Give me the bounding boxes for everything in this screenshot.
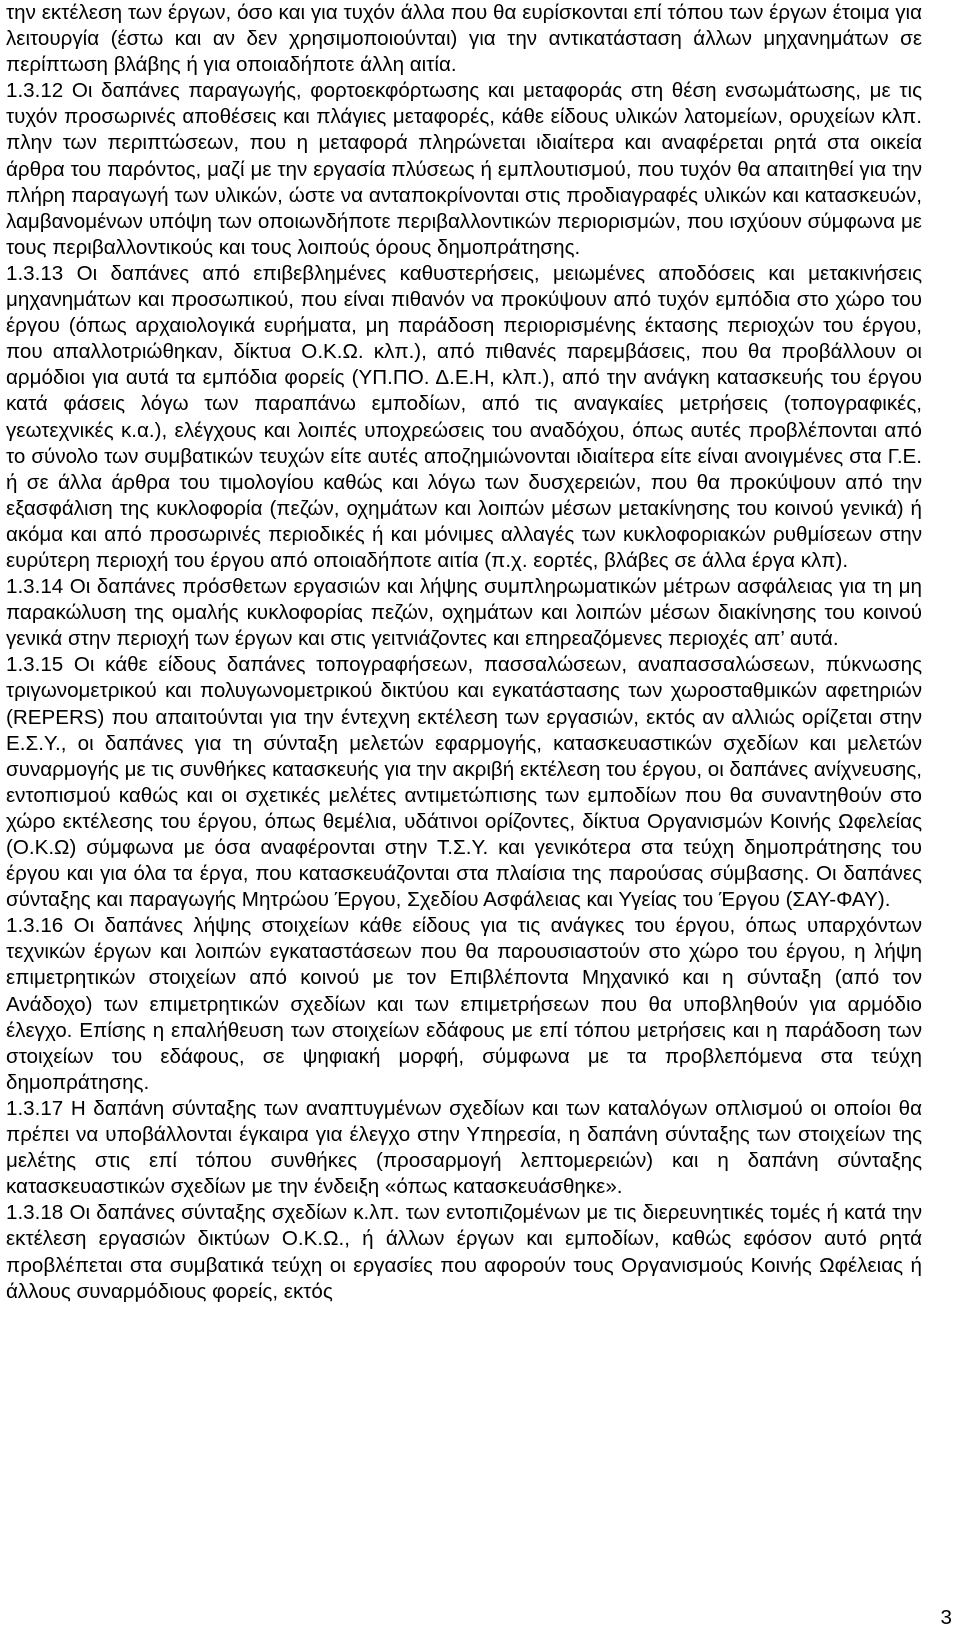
- paragraph-1-3-13: 1.3.13 Οι δαπάνες από επιβεβλημένες καθυστερήσεις, μειωμένες αποδόσεις και μετακινήσεις μηχανημάτων και προσωπικού, που είναι πιθανόν να προκύψουν από τυχόν εμπόδια στο χώρο του έργου (όπως αρχαιολογικά ευρήματα, μη παράδοση περιορισμένης έκτασης περιοχών του έργου, που απαλλοτριώθηκαν, δίκτυα Ο.Κ.Ω. κλπ.), από πιθανές παρεμβάσεις, που θα προβάλλουν οι αρμόδιοι για αυτά τα εμπόδια φορείς (ΥΠ.ΠΟ. Δ.Ε.Η, κλπ.), από την ανάγκη κατασκευής του έργου κατά φάσεις λόγω των παραπάνω εμποδίων, από τις αναγκαίες μετρήσεις (τοπογραφικές, γεωτεχνικές κ.α.), ελέγχους και λοιπές υποχρεώσεις του αναδόχου, όπως αυτές προβλέπονται από το σύνολο των συμβατικών τευχών είτε αυτές αποζημιώνονται ιδιαίτερα είτε είναι ανοιγμένες στα Γ.Ε. ή σε άλλα άρθρα του τιμολογίου καθώς και λόγω των δυσχερειών, που θα προκύψουν από την εξασφάλιση της κυκλοφορία (πεζών, οχημάτων και λοιπών μέσων μετακίνησης του κοινού γενικά) ή ακόμα και από προσωρινές περιοδικές ή και μόνιμες αλλαγές των κυκλοφοριακών ρυθμίσεων στην ευρύτερη περιοχή του έργου από οποιαδήποτε αιτία (π.χ. εορτές, βλάβες σε άλλα έργα κλπ).: [6, 261, 922, 572]
- page-number: 3: [940, 1606, 952, 1629]
- paragraph-continuation: την εκτέλεση των έργων, όσο και για τυχόν άλλα που θα ευρίσκονται επί τόπου των έργων έτοιμα για λειτουργία (έστω και αν δεν χρησιμοποιούνται) για την αντικατάσταση άλλων μηχανημάτων σε περίπτωση βλάβης ή για οποιαδήποτε άλλη αιτία.: [6, 1, 922, 77]
- paragraph-1-3-15: 1.3.15 Οι κάθε είδους δαπάνες τοπογραφήσεων, πασσαλώσεων, αναπασσαλώσεων, πύκνωσης τριγωνομετρικού και πολυγωνομετρικού δικτύου και εγκατάστασης των χωροσταθμικών αφετηριών (REPERS) που απαιτούνται για την έντεχνη εκτέλεση των εργασιών, εκτός αν αλλιώς ορίζεται στην Ε.Σ.Υ., οι δαπάνες για τη σύνταξη μελετών εφαρμογής, κατασκευαστικών σχεδίων και μελετών συναρμογής με τις συνθήκες κατασκευής για την ακριβή εκτέλεση του έργου, οι δαπάνες ανίχνευσης, εντοπισμού καθώς και οι σχετικές μελέτες αντιμετώπισης των εμποδίων που θα συναντηθούν στο χώρο εκτέλεσης του έργου, όπως θεμέλια, υδάτινοι ορίζοντες, δίκτυα Οργανισμών Κοινής Ωφελείας (Ο.Κ.Ω) σύμφωνα με όσα αναφέρονται στην Τ.Σ.Υ. και γενικότερα στα τεύχη δημοπράτησης του έργου και για όλα τα έργα, που κατασκευάζονται στα πλαίσια της παρούσας σύμβασης. Οι δαπάνες σύνταξης και παραγωγής Μητρώου Έργου, Σχεδίου Ασφάλειας και Υγείας του Έργου (ΣΑΥ-ΦΑΥ).: [6, 653, 922, 912]
- document-body: [6, 0, 922, 1305]
- paragraph-1-3-17: 1.3.17 Η δαπάνη σύνταξης των αναπτυγμένων σχεδίων και των καταλόγων οπλισμού οι οποίοι θα πρέπει να υποβάλλονται έγκαιρα για έλεγχο στην Υπηρεσία, η δαπάνη σύνταξης των στοιχείων της μελέτης στις επί τόπου συνθήκες (προσαρμογή λεπτομερειών) και η δαπάνη σύνταξης κατασκευαστικών σχεδίων με την ένδειξη «όπως κατασκευάσθηκε».: [6, 1096, 922, 1199]
- paragraph-1-3-18: 1.3.18 Οι δαπάνες σύνταξης σχεδίων κ.λπ. των εντοπιζομένων με τις διερευνητικές τομές ή κατά την εκτέλεση εργασιών δικτύων Ο.Κ.Ω., ή άλλων έργων και εμποδίων, καθώς εφόσον αυτό ρητά προβλέπεται στα συμβατικά τεύχη οι εργασίες που αφορούν τους Οργανισμούς Κοινής Ωφέλειας ή άλλους συναρμόδιους φορείς, εκτός: [6, 1201, 922, 1303]
- paragraph-1-3-16: 1.3.16 Οι δαπάνες λήψης στοιχείων κάθε είδους για τις ανάγκες του έργου, όπως υπαρχόντων τεχνικών έργων και λοιπών εγκαταστάσεων που θα παρουσιαστούν στο χώρο του έργου, η λήψη επιμετρητικών στοιχείων από κοινού με τον Επιβλέποντα Μηχανικό και η σύνταξη (από τον Ανάδοχο) των επιμετρητικών σχεδίων και των επιμετρήσεων που θα υποβληθούν για αρμόδιο έλεγχο. Επίσης η επαλήθευση των στοιχείων εδάφους με επί τόπου μετρήσεις και η παράδοση των στοιχείων του εδάφους, σε ψηφιακή μορφή, σύμφωνα με τα προβλεπόμενα στα τεύχη δημοπράτησης.: [6, 914, 922, 1094]
- paragraph-1-3-14: 1.3.14 Οι δαπάνες πρόσθετων εργασιών και λήψης συμπληρωματικών μέτρων ασφάλειας για τη μη παρακώλυση της ομαλής κυκλοφορίας πεζών, οχημάτων και λοιπών μέσων διακίνησης του κοινού γενικά στην περιοχή των έργων και στις γειτνιάζοντες και επηρεαζόμενες περιοχές απ’ αυτά.: [6, 575, 922, 651]
- paragraph-1-3-12: 1.3.12 Οι δαπάνες παραγωγής, φορτοεκφόρτωσης και μεταφοράς στη θέση ενσωμάτωσης, με τις τυχόν προσωρινές αποθέσεις και πλάγιες μεταφορές, κάθε είδους υλικών λατομείων, ορυχείων κλπ. πλην των περιπτώσεων, που η μεταφορά πληρώνεται ιδιαίτερα και αναφέρεται ρητά στα οικεία άρθρα του παρόντος, μαζί με την εργασία πλύσεως ή εμπλουτισμού, που τυχόν θα απαιτηθεί για την πλήρη παραγωγή των υλικών, ώστε να ανταποκρίνονται στις προδιαγραφές υλικών και κατασκευών, λαμβανομένων υπόψη των οποιωνδήποτε περιβαλλοντικών περιορισμών, που ισχύουν σύμφωνα με τους περιβαλλοντικούς και τους λοιπούς όρους δημοπράτησης.: [6, 79, 922, 259]
